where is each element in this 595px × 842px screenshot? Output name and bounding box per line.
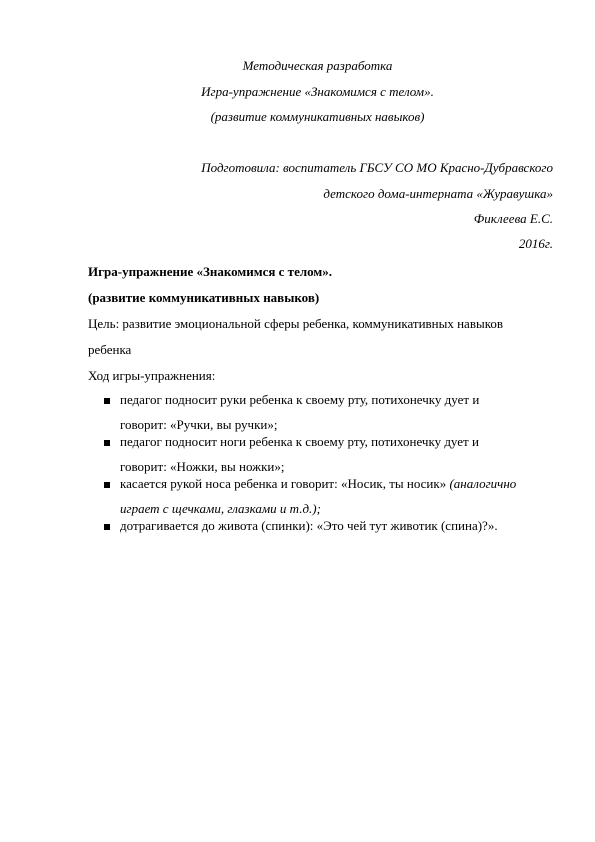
author-line-3: Фиклеева Е.С.	[473, 211, 553, 226]
bullet-2-line-1: педагог подносит ноги ребенка к своему рту, потихонечку дует и	[120, 434, 479, 449]
goal-line-2: ребенка	[88, 342, 132, 357]
bullet-square-icon	[104, 398, 110, 404]
bullet-square-icon	[104, 524, 110, 530]
header-line-1: Методическая разработка	[242, 58, 393, 73]
header-line-3: (развитие коммуникативных навыков)	[210, 109, 425, 124]
bullet-4-line-1: дотрагивается до живота (спинки): «Это чей тут животик (спина)?».	[120, 518, 498, 533]
goal-line-1: Цель: развитие эмоциональной сферы ребенка, коммуникативных навыков	[88, 316, 503, 331]
bullet-square-icon	[104, 440, 110, 446]
header-line-2: Игра-упражнение «Знакомимся с телом».	[201, 84, 434, 99]
bullet-1-line-2: говорит: «Ручки, вы ручки»;	[120, 417, 278, 432]
bullet-square-icon	[104, 482, 110, 488]
author-line-2: детского дома-интерната «Журавушка»	[323, 186, 553, 201]
body-title: Игра-упражнение «Знакомимся с телом».	[88, 264, 332, 279]
bullet-3-line-1	[120, 476, 516, 492]
bullet-3-line-2: играет с щечками, глазками и т.д.);	[120, 501, 321, 516]
author-line-4: 2016г.	[518, 236, 553, 251]
bullet-2-line-2: говорит: «Ножки, вы ножки»;	[120, 459, 285, 474]
progress-label: Ход игры-упражнения:	[88, 368, 216, 383]
bullet-1-line-1: педагог подносит руки ребенка к своему рту, потихонечку дует и	[120, 392, 480, 407]
body-subtitle: (развитие коммуникативных навыков)	[88, 290, 320, 305]
bullet-3-line-1-italic: (аналогично	[449, 476, 517, 491]
author-line-1: Подготовила: воспитатель ГБСУ СО МО Красно-Дубравского	[201, 160, 553, 175]
bullet-3-line-1-main: касается рукой носа ребенка и говорит: «Носик, ты носик»	[120, 476, 450, 491]
